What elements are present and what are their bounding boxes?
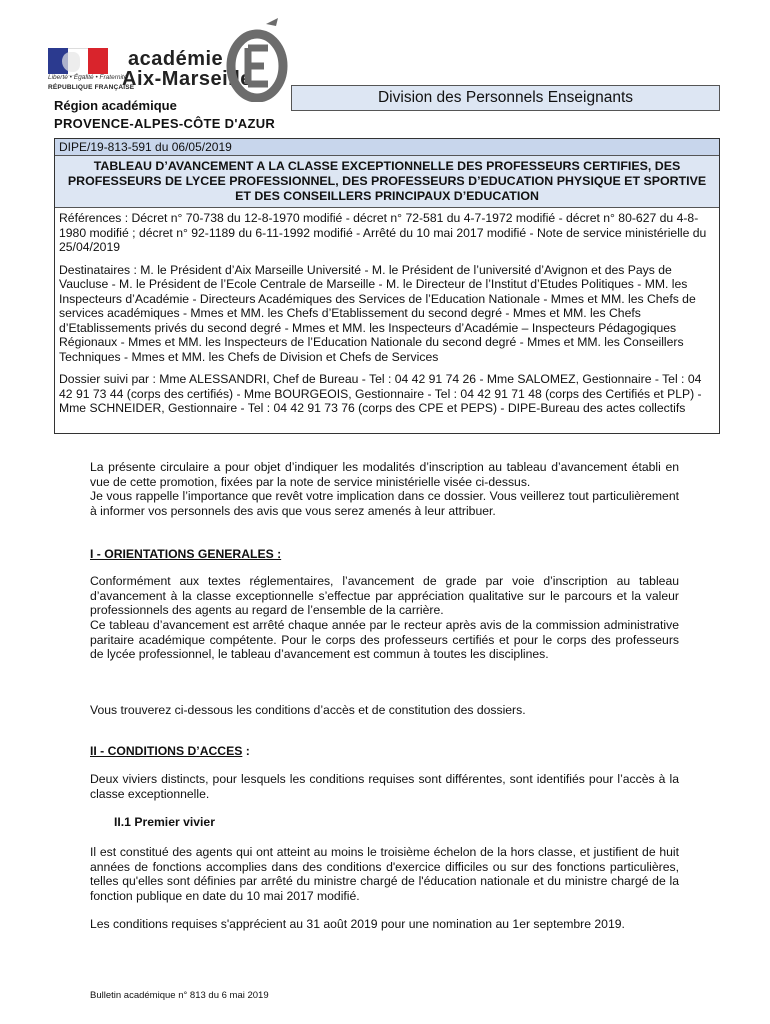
dossier-text: Dossier suivi par : Mme ALESSANDRI, Chef de Bureau - Tel : 04 42 91 74 26 - Mme SALOMEZ, Gestionnaire - Tel : 04 42 91 73 44 (corps des certifiés) - Mme BOURGEOIS, Gestionnaire - Tel : 04 42 91 71 48 (corps des Certifiés et PLP) - Mme SCHNEIDER, Gestionnaire - Tel : 04 42 91 73 76 (corps des CPE et PEPS) - DIPE-Bureau des actes collectifs [59,372,702,415]
division-title: Division des Personnels Enseignants [291,85,720,111]
references-text: Références : Décret n° 70-738 du 12-8-1970 modifié - décret n° 72-581 du 4-7-1972 modifié - décret n° 80-627 du 4-8-1980 modifié ; décret n° 92-1189 du 6-11-1992 modifié - Arrêté du 10 mai 2017 modifié - Note de service ministérielle du 25/04/2019 [59,211,707,254]
section-1-paragraph-2: Ce tableau d’avancement est arrêté chaque année par le recteur après avis de la commission administrative paritaire académique compétente. Pour le corps des professeurs certifiés et pour le corps des professeurs de lycée professionnel, le tableau d’avancement est commun à toutes les disciplines. [90,618,679,662]
section-2-colon: : [242,744,250,758]
section-2-heading [90,744,250,758]
section-2-paragraph-1: Deux viviers distincts, pour lesquels les conditions requises sont différentes, sont identifiés pour l’accès à la classe exceptionnelle. [90,772,679,801]
intro-paragraph: La présente circulaire a pour objet d’indiquer les modalités d’inscription au tableau d’avancement établi en vue de cette promotion, fixées par la note de service ministérielle visée ci-dessus. [90,460,679,489]
republic-name: RÉPUBLIQUE FRANÇAISE [48,84,135,91]
section-1-heading [90,547,281,561]
subsection-heading: II.1 Premier vivier [114,815,215,829]
academie-e-logo-icon [226,18,288,102]
section-1-paragraph-1: Conformément aux textes réglementaires, l’avancement de grade par voie d’inscription au tableau d’avancement à la classe exceptionnelle s’effectue par appréciation qualitative sur le parcours et la valeur professionnels des agents au regard de l’ensemble de la carrière. [90,574,679,618]
section-1-paragraph-3: Vous trouverez ci-dessous les conditions d’accès et de constitution des dossiers. [90,703,526,717]
region-name: PROVENCE-ALPES-CÔTE D'AZUR [54,116,276,131]
subsection-paragraph-1: Il est constitué des agents qui ont atteint au moins le troisième échelon de la hors classe, et justifient de huit années de fonctions accomplies dans des conditions d'exercice difficiles ou sur des fonctions particulières, telles qu'elles sont définies par arrêté du ministre chargé de l'éducation nationale et du ministre chargé de la fonction publique en date du 10 mai 2017 modifié. [90,845,679,903]
academie-label: académie [128,48,224,70]
reference-box [54,138,720,434]
region-label: Région académique [54,98,177,113]
republic-motto: Liberté • Égalité • Fraternité [48,74,128,81]
destinataires-text: Destinataires : M. le Président d’Aix Marseille Université - M. le Président de l’université d’Avignon et des Pays de Vaucluse - M. le Président de l’Ecole Centrale de Marseille - M. le Directeur de l’Institut d’Etudes Politiques - MM. les Inspecteurs d’Académie - Directeurs Académiques des Services de l’Education Nationale - Mmes et MM. les Chefs de services académiques - Mmes et MM. les Chefs d’Etablissement du second degré - Mmes et MM. les Chefs d’Etablissements privés du second degré - Mmes et MM. les Inspecteurs d’Académie – Inspecteurs Pédagogiques Régionaux - Mmes et MM. les Inspecteurs de l’Education Nationale du second degré - Mmes et MM. les Conseillers Techniques - Mmes et MM. les Chefs de Division et Chefs de Services [59,262,696,364]
footer-bulletin: Bulletin académique n° 813 du 6 mai 2019 [90,990,269,1001]
section-1-title: I - ORIENTATIONS GENERALES : [90,547,282,561]
intro-paragraph-2: Je vous rappelle l’importance que revêt votre implication dans ce dossier. Vous veillerez tout particulièrement à informer vos personnels des avis que vous serez amenés à leur attribuer. [90,489,679,518]
academie-logo [48,14,298,100]
subsection-paragraph-2: Les conditions requises s'apprécient au 31 août 2019 pour une nomination au 1er septembre 2019. [90,917,625,931]
reference-number: DIPE/19-813-591 du 06/05/2019 [55,139,719,156]
document-title: TABLEAU D’AVANCEMENT A LA CLASSE EXCEPTIONNELLE DES PROFESSEURS CERTIFIES, DES PROFESSEURS DE LYCEE PROFESSIONNEL, DES PROFESSEURS D’EDUCATION PHYSIQUE ET SPORTIVE ET DES CONSEILLERS PRINCIPAUX D’EDUCATION [55,156,719,208]
academie-city: Aix-Marseille [122,68,252,90]
section-2-title: II - CONDITIONS D’ACCES [90,744,243,758]
